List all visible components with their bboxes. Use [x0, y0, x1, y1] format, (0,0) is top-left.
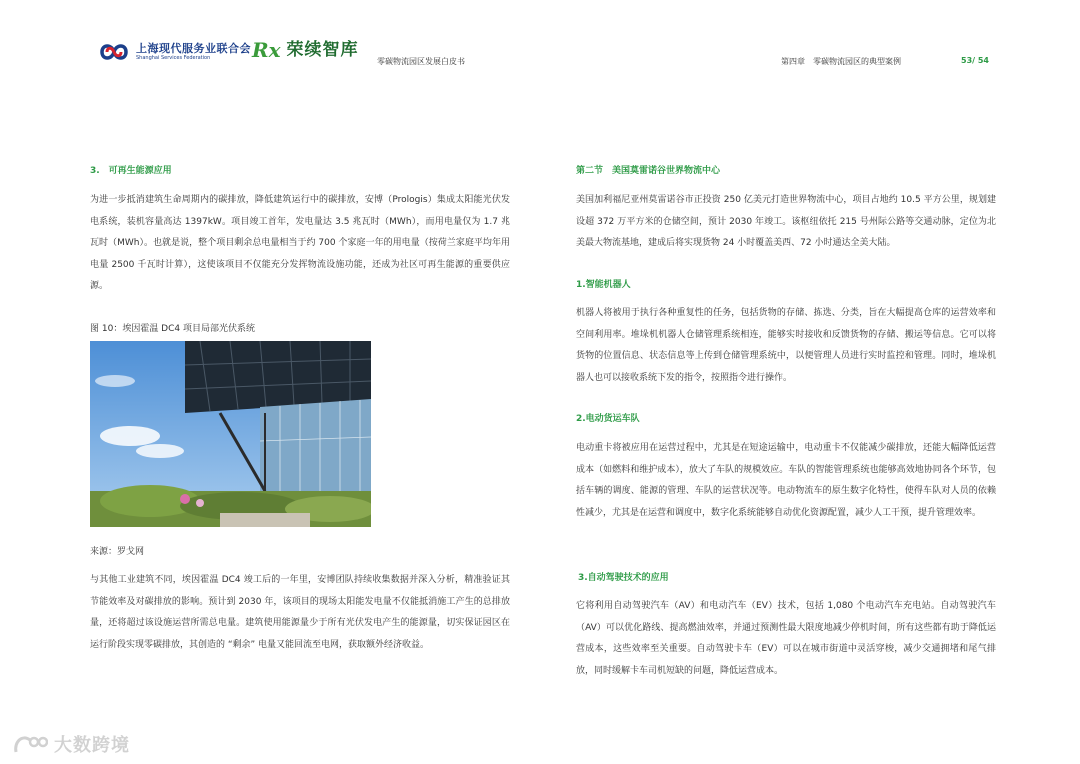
federation-name-cn: 上海现代服务业联合会 [136, 42, 251, 55]
paragraph-electric-fleet: 电动重卡将被应用在运营过程中，尤其是在短途运输中，电动重卡不仅能减少碳排放，还能大幅降低运营成本（如燃料和维护成本），放大了车队的规模效应。车队的智能管理系统也能够高效地协同各个环节，包括车辆的调度、能源的管理、车队的运营状况等。电动物流车的原生数字化特性，使得车队对人员的依赖性减少，尤其是在运营和调度中，数字化系统能够自动优化资源配置，减少人工干预，提升管理效率。 [576, 443, 996, 518]
paragraph-autonomous-driving: 它将利用自动驾驶汽车（AV）和电动汽车（EV）技术，包括 1,080 个电动汽车充电站。自动驾驶汽车（AV）可以优化路线、提高燃油效率，并通过预测性最大限度地减少停机时间，所有这些都有助于降低运营成本，这些效率至关重要。自动驾驶卡车（EV）可以在城市街道中灵活穿梭，减少交通拥堵和尾气排放，同时缓解卡车司机短缺的问题，降低运营成本。 [576, 601, 996, 676]
photo-source: 来源：罗戈网 [90, 547, 145, 557]
federation-logo [98, 40, 251, 64]
subheading-electric-fleet: 2.电动货运车队 [576, 414, 640, 424]
solar-roof-photo [90, 341, 371, 527]
section-heading-renewable: 3. 可再生能源应用 [90, 166, 172, 176]
chapter-title: 第四章 零碳物流园区的典型案例 [781, 57, 901, 66]
document-title: 零碳物流园区发展白皮书 [377, 57, 465, 66]
watermark-logo-icon [12, 732, 48, 756]
subheading-robots: 1.智能机器人 [576, 280, 631, 290]
rx-logo-mark [252, 38, 281, 62]
paragraph-dc4-results: 与其他工业建筑不同，埃因霍温 DC4 竣工后的一年里，安博团队持续收集数据并深入分析，精准验证其节能效率及对碳排放的影响。预计到 2030 年，该项目的现场太阳能发电量不仅能抵消施工产生的总排放量，还将超过该设施运营所需总电量。建筑使用能源量少于所有光伏发电产生的能源量，切实保证园区在运行阶段实现零碳排放，其创造的 “剩余” 电量又能回流至电网，获取额外经济收益。 [90, 575, 510, 650]
paragraph-moreno-intro: 美国加利福尼亚州莫雷诺谷市正投资 250 亿美元打造世界物流中心，项目占地约 10.5 平方公里，规划建设超 372 万平方米的仓储空间，预计 2030 年竣工。该枢纽依托 215 号州际公路等交通动脉，定位为北美最大物流基地，建成后将实现货物 24 小时覆盖美西、72 小时通达全美大陆。 [576, 195, 996, 248]
watermark [12, 731, 130, 757]
subheading-autonomous-driving: 3.自动驾驶技术的应用 [578, 573, 669, 583]
federation-logo-icon [98, 40, 130, 64]
think-tank-name: 荣续智库 [286, 40, 359, 60]
rx-logo-letters: Rx [252, 38, 281, 62]
think-tank-logo [252, 38, 359, 62]
figure-caption: 图 10：埃因霍温 DC4 项目局部光伏系统 [90, 324, 255, 334]
page-number: 53/ 54 [961, 56, 989, 65]
federation-name-en: Shanghai Services Federation [136, 55, 211, 61]
section-heading-moreno-valley: 第二节 美国莫雷诺谷世界物流中心 [576, 166, 721, 176]
watermark-text: 大数跨境 [54, 735, 130, 756]
paragraph-robots: 机器人将被用于执行各种重复性的任务，包括货物的存储、拣选、分类，旨在大幅提高仓库的运营效率和空间利用率。堆垛机机器人仓储管理系统相连，能够实时接收和反馈货物的存储、搬运等信息。它可以将货物的位置信息、状态信息等上传到仓储管理系统中，以便管理人员进行实时监控和管理。同时，堆垛机器人也可以接收系统下发的指令，按照指令进行操作。 [576, 308, 996, 383]
paragraph-renewable: 为进一步抵消建筑生命周期内的碳排放，降低建筑运行中的碳排放，安博（Prologis）集成太阳能光伏发电系统，装机容量高达 1397kW。项目竣工首年，发电量达 3.5 兆瓦时（MWh），而用电量仅为 1.7 兆瓦时（MWh）。也就是说，整个项目剩余总电量相当于约 700 个家庭一年的用电量（按荷兰家庭平均年用电量 2500 千瓦时计算），这使该项目不仅能充分发挥物流设施功能，还成为社区可再生能源的重要供应源。 [90, 195, 510, 291]
